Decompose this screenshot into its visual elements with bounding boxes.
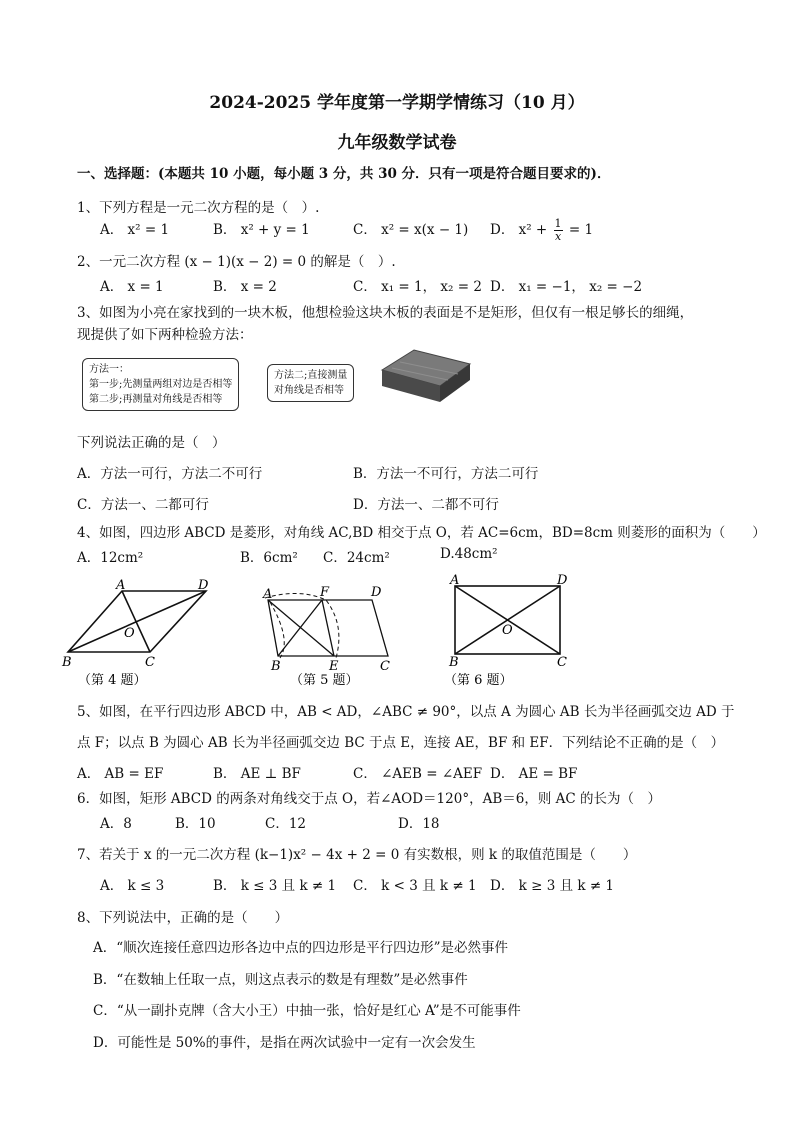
q5-option-d: D． AE = BF xyxy=(490,766,578,782)
q8-option-a: A．“顺次连接任意四边形各边中点的四边形是平行四边形”是必然事件 xyxy=(93,940,509,956)
method1-step2: 第二步;再测量对角线是否相等 xyxy=(89,394,223,405)
q3-stem-line1: 3、如图为小亮在家找到的一块木板，他想检验这块木板的表面是不是矩形，但仅有一根足够长的细绳， xyxy=(77,305,694,321)
q3-option-b: B．方法一不可行，方法二可行 xyxy=(353,466,539,482)
wooden-board-image xyxy=(378,346,474,406)
method2-line2: 对角线是否相等 xyxy=(274,385,344,396)
q6-option-b: B．10 xyxy=(175,816,216,832)
method2-line1: 方法二;直接测量 xyxy=(274,370,348,381)
fig5-label-a: A xyxy=(263,587,273,602)
figure-4 xyxy=(68,591,206,652)
q2-option-b: B． x = 2 xyxy=(213,279,277,295)
q5-stem-line2: 点 F；以点 B 为圆心 AB 长为半径画弧交边 BC 于点 E，连接 AE，BF 和 EF．下列结论不正确的是（ ） xyxy=(77,735,725,751)
q1-fraction xyxy=(554,218,563,243)
q5-stem-line1: 5、如图，在平行四边形 ABCD 中，AB < AD，∠ABC ≠ 90°，以点 A 为圆心 AB 长为半径画弧交边 AD 于 xyxy=(77,704,735,720)
q8-option-d: D．可能性是 50%的事件，是指在两次试验中一定有一次会发生 xyxy=(93,1035,476,1051)
q1-option-c: C． x² = x(x − 1) xyxy=(353,222,469,238)
fig5-caption: （第 5 题） xyxy=(290,673,359,688)
fig6-label-o: O xyxy=(502,623,513,638)
q4-option-d: D.48cm² xyxy=(440,546,498,562)
method1-title: 方法一： xyxy=(89,364,129,375)
exam-subtitle: 九年级数学试卷 xyxy=(337,133,457,153)
fig4-label-b: B xyxy=(62,655,72,670)
q1-option-d-suffix: = 1 xyxy=(568,222,594,238)
section-heading: 一、选择题：(本题共 10 小题，每小题 3 分，共 30 分．只有一项是符合题目要求的)． xyxy=(77,166,611,182)
q5-option-c: C． ∠AEB = ∠AEF xyxy=(353,766,483,782)
fig4-label-a: A xyxy=(116,578,126,593)
fig5-label-c: C xyxy=(380,659,390,674)
fig4-label-o: O xyxy=(124,626,135,641)
q8-stem: 8、下列说法中，正确的是（ ） xyxy=(77,910,289,926)
q2-option-c: C． x₁ = 1， x₂ = 2 xyxy=(353,279,482,295)
q6-option-d: D．18 xyxy=(398,816,440,832)
q1-stem: 1、下列方程是一元二次方程的是（ ）. xyxy=(77,200,320,216)
q5-option-b: B． AE ⊥ BF xyxy=(213,766,301,782)
figure-6 xyxy=(455,586,560,654)
q1-option-d xyxy=(490,218,593,243)
fig5-label-b: B xyxy=(271,659,281,674)
q6-stem: 6．如图，矩形 ABCD 的两条对角线交于点 O，若∠AOD＝120°，AB＝6，则 AC 的长为（ ） xyxy=(77,791,661,807)
q7-option-b: B． k ≤ 3 且 k ≠ 1 xyxy=(213,878,337,894)
method1-step1: 第一步;先测量两组对边是否相等 xyxy=(89,379,233,390)
method1-box xyxy=(82,358,239,411)
fig6-label-d: D xyxy=(557,573,568,588)
q4-option-c: C．24cm² xyxy=(323,550,390,566)
q1-option-b: B． x² + y = 1 xyxy=(213,222,310,238)
fig4-label-d: D xyxy=(198,578,209,593)
fig6-label-b: B xyxy=(449,655,459,670)
fig6-label-a: A xyxy=(450,573,460,588)
q3-option-d: D．方法一、二都不可行 xyxy=(353,497,499,513)
q3-stem-line2: 现提供了如下两种检验方法： xyxy=(77,327,253,343)
fig5-label-f: F xyxy=(320,585,330,600)
q2-option-a: A． x = 1 xyxy=(100,279,164,295)
q7-stem: 7、若关于 x 的一元二次方程 (k−1)x² − 4x + 2 = 0 有实数根，则 k 的取值范围是（ ） xyxy=(77,847,637,863)
q4-option-a: A．12cm² xyxy=(77,550,144,566)
figure-5 xyxy=(265,593,388,658)
q3-option-a: A．方法一可行，方法二不可行 xyxy=(77,466,263,482)
fig5-label-d: D xyxy=(371,585,382,600)
exam-title: 2024-2025 学年度第一学期学情练习（10 月） xyxy=(209,93,585,113)
fig4-label-c: C xyxy=(145,655,155,670)
fig5-label-e: E xyxy=(329,659,339,674)
q6-option-c: C．12 xyxy=(265,816,307,832)
q6-option-a: A．8 xyxy=(100,816,132,832)
q2-stem: 2、一元二次方程 (x − 1)(x − 2) = 0 的解是（ ）. xyxy=(77,254,396,270)
fig4-caption: （第 4 题） xyxy=(78,673,147,688)
figures-row xyxy=(0,570,794,695)
q4-stem: 4、如图，四边形 ABCD 是菱形，对角线 AC,BD 相交于点 O，若 AC=6cm，BD=8cm 则菱形的面积为（ ） xyxy=(77,525,766,541)
q1-option-a: A． x² = 1 xyxy=(100,222,170,238)
fig6-caption: （第 6 题） xyxy=(444,673,513,688)
q1-option-d-prefix: D． x² + xyxy=(490,222,548,238)
fig6-label-c: C xyxy=(557,655,567,670)
q8-option-c: C．“从一副扑克牌（含大小王）中抽一张，恰好是红心 A”是不可能事件 xyxy=(93,1003,521,1019)
q8-option-b: B．“在数轴上任取一点，则这点表示的数是有理数”是必然事件 xyxy=(93,972,468,988)
q7-option-a: A． k ≤ 3 xyxy=(100,878,165,894)
method2-box xyxy=(267,364,354,402)
q3-prompt: 下列说法正确的是（ ） xyxy=(77,435,226,451)
q4-option-b: B．6cm² xyxy=(240,550,298,566)
q7-option-c: C． k < 3 且 k ≠ 1 xyxy=(353,878,477,894)
q2-option-d: D． x₁ = −1， x₂ = −2 xyxy=(490,279,643,295)
q5-option-a: A． AB = EF xyxy=(77,766,164,782)
q7-option-d: D． k ≥ 3 且 k ≠ 1 xyxy=(490,878,615,894)
q3-option-c: C．方法一、二都可行 xyxy=(77,497,209,513)
q1-fraction-denominator: x xyxy=(554,230,562,243)
q1-fraction-numerator: 1 xyxy=(554,217,562,230)
